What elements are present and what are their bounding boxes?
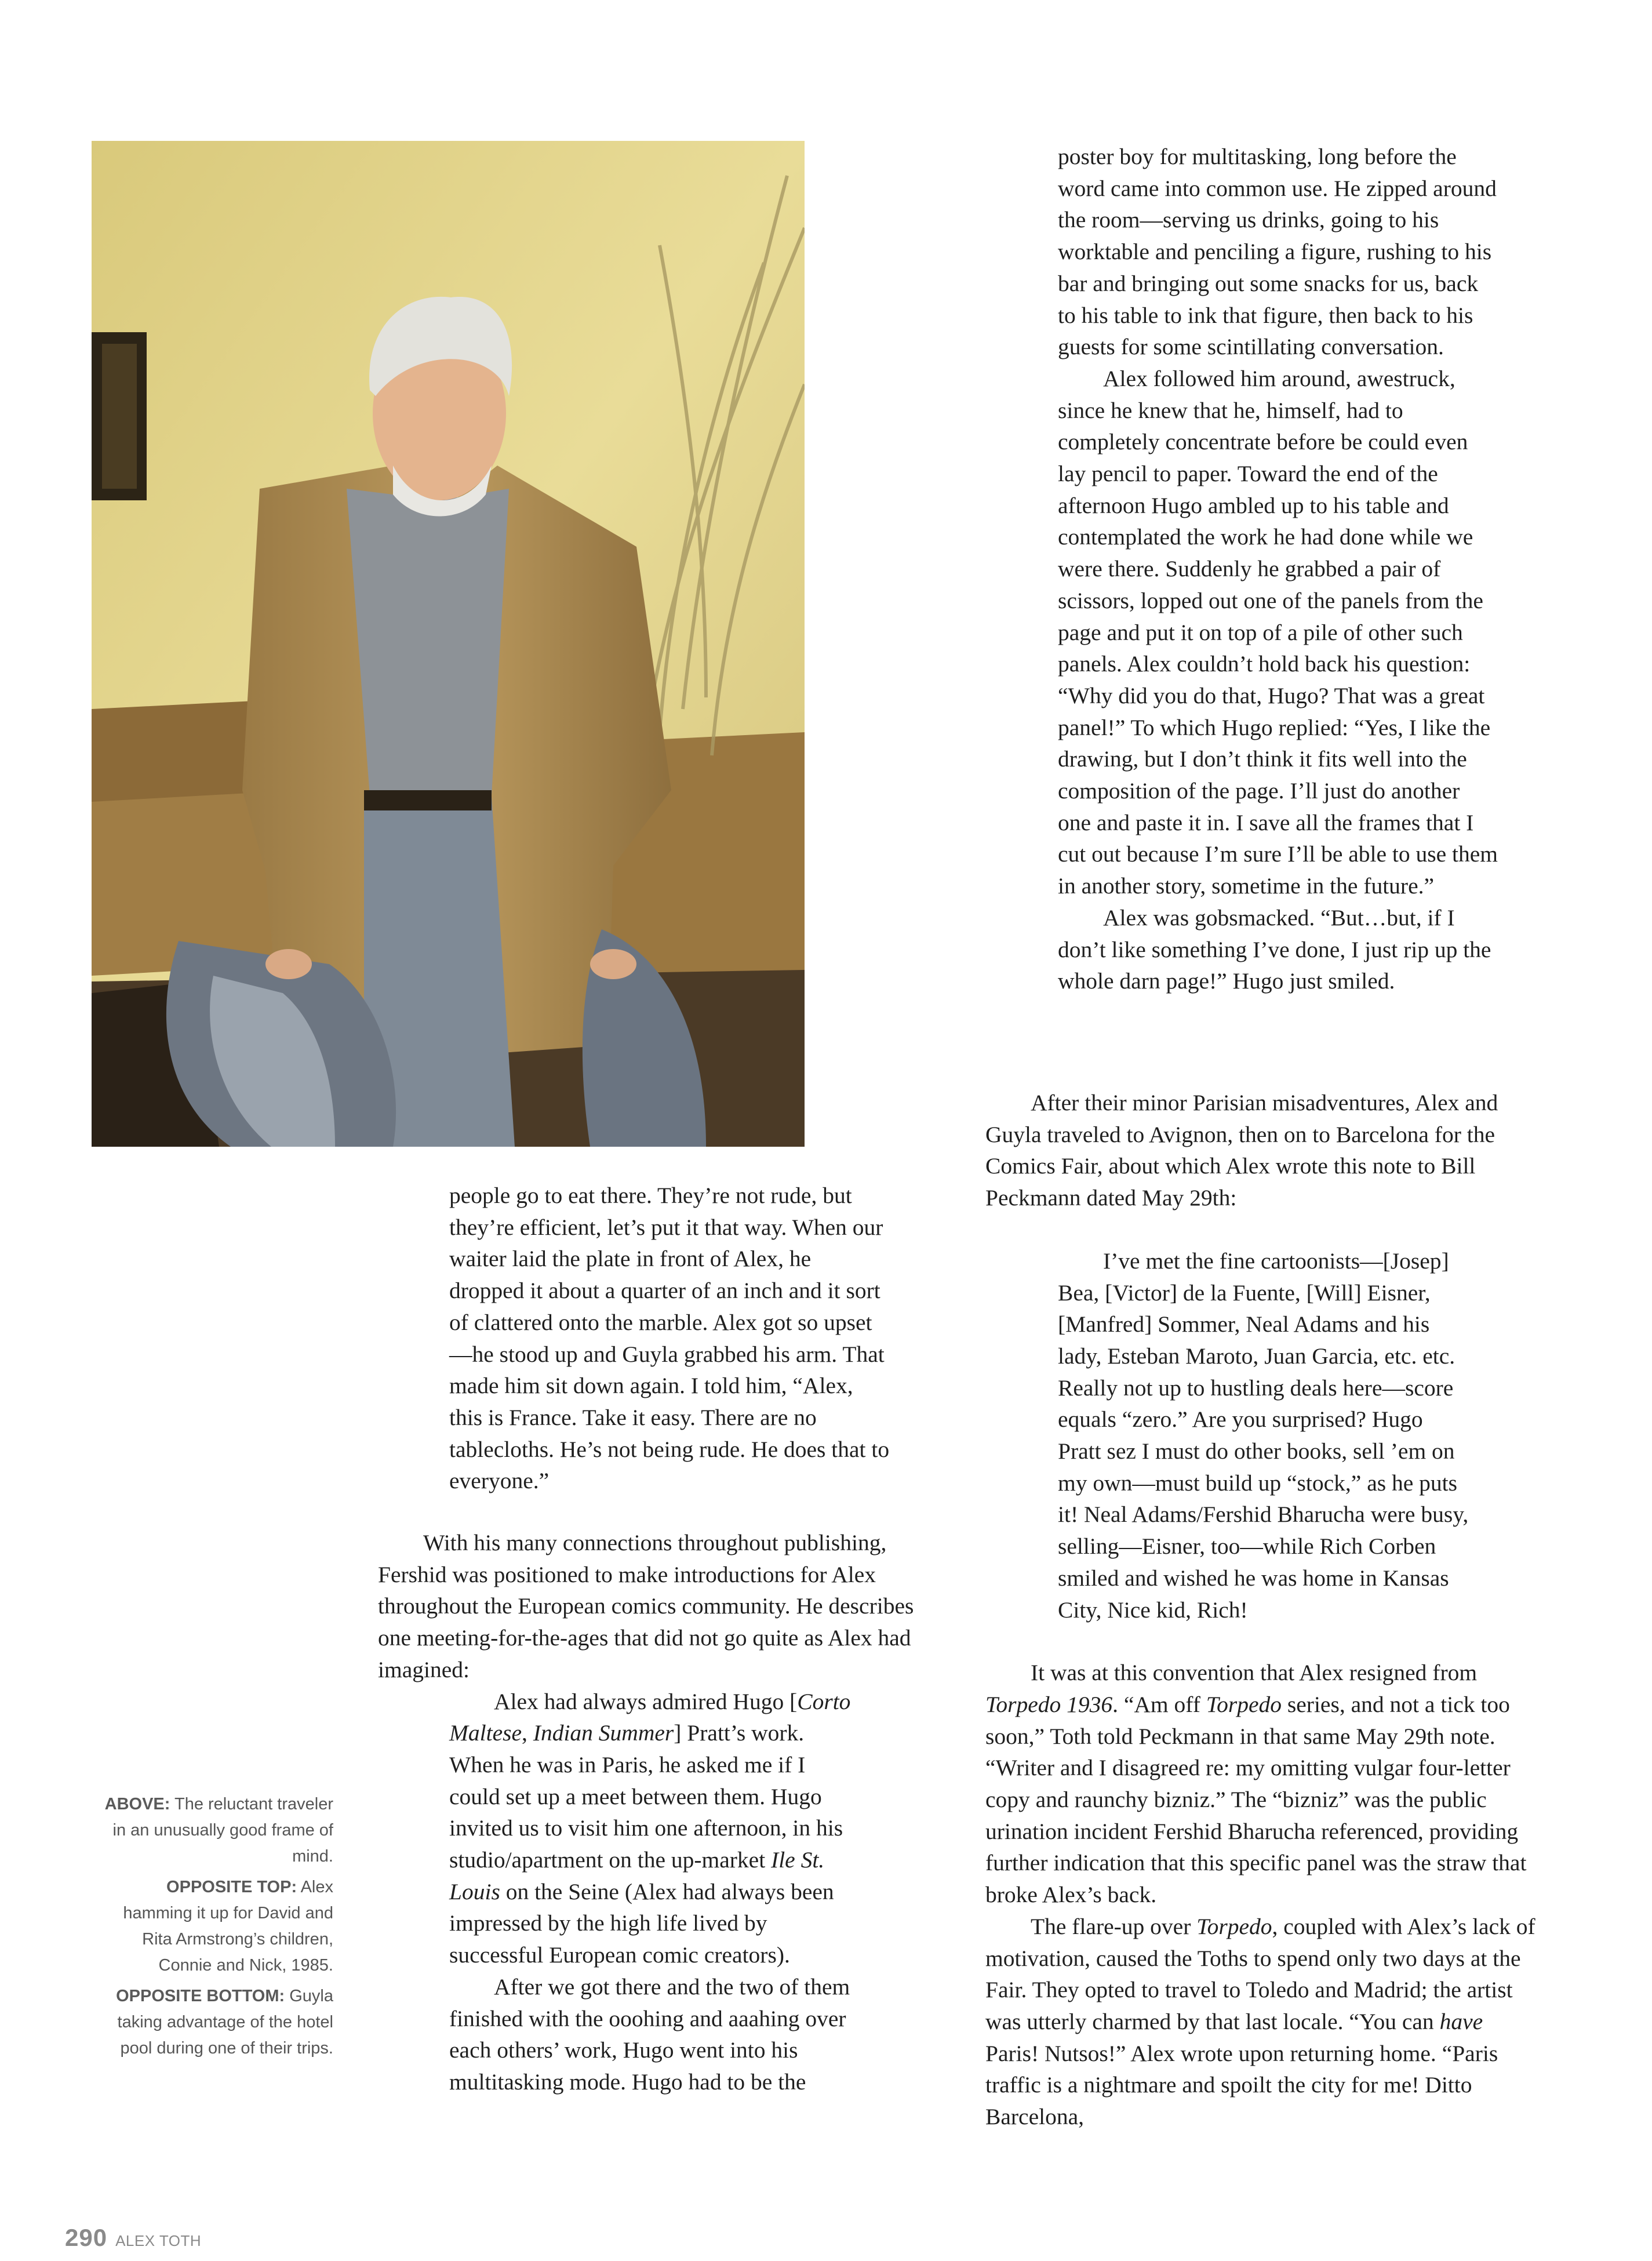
right-bottom-paragraph-3: The flare-up over Torpedo, coupled with Alex’s lack of motivation, caused the Toths to spend only two days at the Fair. They opted to travel to Toledo and Madrid; the artist was utterly charmed by that last locale. “You can have Paris! Nutsos!” Alex wrote upon returning home. “Paris traffic is a nightmare and spoilt the city for me! Ditto Barcelona, — [985, 1913, 1535, 2130]
middle-top-quote-text: people go to eat there. They’re not rude, but they’re efficient, let’s put it that way. When our waiter laid the plate in front of Alex, he dropped it about a quarter of an inch and it sort of clattered onto the marble. Alex got so upset—he stood up and Guyla grabbed his arm. That made him sit down again. I told him, “Alex, this is France. Take it easy. There are no tablecloths. He’s not being rude. He does that to everyone.” — [449, 1183, 890, 1494]
page-folio — [65, 2224, 201, 2252]
right-column-top — [1058, 141, 1498, 997]
right-top-paragraph-1: poster boy for multitasking, long before the word came into common use. He zipped around the room—serving us drinks, going to his worktable and penciling a figure, rushing to his bar and bringing out some snacks for us, back to his table to ink that figure, then back to his guests for some scintillating conversation. — [1058, 144, 1497, 360]
caption-above: ABOVE: The reluctant traveler in an unusually good frame of mind. — [104, 1795, 333, 1866]
fershid-quote-paragraph-2: After we got there and the two of them finished with the ooohing and aaahing over each others’ work, Hugo went into his multitasking mode. Hugo had to be the — [449, 1973, 850, 2095]
right-column-bottom — [985, 1087, 1542, 2133]
right-bottom-paragraph-2: It was at this convention that Alex resigned from Torpedo 1936. “Am off Torpedo series, and not a tick too soon,” Toth told Peckmann in that same May 29th note. “Writer and I disagreed re: my omitting vulgar four-letter copy and raunchy bizniz.” The “bizniz” was the public urination incident Fershid Bharucha referenced, providing further indication that this specific panel was the straw that broke Alex’s back. — [985, 1660, 1527, 1908]
middle-column-top-quote — [449, 1180, 890, 1497]
right-bottom-paragraph-1: After their minor Parisian misadventures, Alex and Guyla traveled to Avignon, then on to Barcelona for the Comics Fair, about which Alex wrote this note to Bill Peckmann dated May 29th: — [985, 1090, 1498, 1211]
photo-illustration — [92, 141, 805, 1147]
right-top-paragraph-3: Alex was gobsmacked. “But…but, if I don’t like something I’ve done, I just rip up the whole darn page!” Hugo just smiled. — [1058, 904, 1491, 994]
photo-alex-toth — [92, 141, 805, 1147]
middle-column-bottom — [378, 1527, 934, 2098]
peckmann-note-text: I’ve met the fine cartoonists—[Josep] Bea, [Victor] de la Fuente, [Will] Eisner, [Manfred] Sommer, Neal Adams and his lady, Esteban Maroto, Juan Garcia, etc. etc. Really not up to hustling deals here—score equals “zero.” Are you surprised? Hugo Pratt sez I must do other books, sell ’em on my own—must build up “stock,” as he puts it! Neal Adams/Fershid Bharucha were busy, selling—Eisner, too—while Rich Corben smiled and wished he was home in Kansas City, Nice kid, Rich! — [1058, 1248, 1469, 1623]
photo-captions — [93, 1791, 333, 2066]
right-top-paragraph-2: Alex followed him around, awestruck, since he knew that he, himself, had to completely concentrate before be could even lay pencil to paper. Toward the end of the afternoon Hugo ambled up to his table and contemplated the work he had done while we were there. Suddenly he grabbed a pair of scissors, lopped out one of the panels from the page and put it on top of a pile of other such panels. Alex couldn’t hold back his question: “Why did you do that, Hugo? That was a great panel!” To which Hugo replied: “Yes, I like the drawing, but I don’t think it fits well into the composition of the page. I’ll just do another one and paste it in. I save all the frames that I cut out because I’m sure I’ll be able to use them in another story, sometime in the future.” — [1058, 365, 1498, 899]
page-number: 290 — [65, 2224, 108, 2251]
middle-bottom-paragraph-1: With his many connections throughout publishing, Fershid was positioned to make introductions for Alex throughout the European comics community. He describes one meeting-for-the-ages that did not go quite as Alex had imagined: — [378, 1530, 914, 1682]
caption-opposite-top: OPPOSITE TOP: Alex hamming it up for David and Rita Armstrong’s children, Connie and Nick, 1985. — [123, 1878, 333, 1975]
fershid-quote-paragraph-1: Alex had always admired Hugo [Corto Maltese, Indian Summer] Pratt’s work. When he was in Paris, he asked me if I could set up a meet between them. Hugo invited us to visit him one afternoon, in his studio/apartment on the up-market Ile St. Louis on the Seine (Alex had always been impressed by the high life lived by successful European comic creators). — [449, 1688, 851, 1968]
running-head: ALEX TOTH — [115, 2232, 202, 2249]
block-quote-fershid — [378, 1686, 855, 2098]
caption-opposite-bottom: OPPOSITE BOTTOM: Guyla taking advantage of the hotel pool during one of their trips. — [116, 1987, 333, 2058]
block-quote-peckmann-note — [985, 1245, 1469, 1626]
